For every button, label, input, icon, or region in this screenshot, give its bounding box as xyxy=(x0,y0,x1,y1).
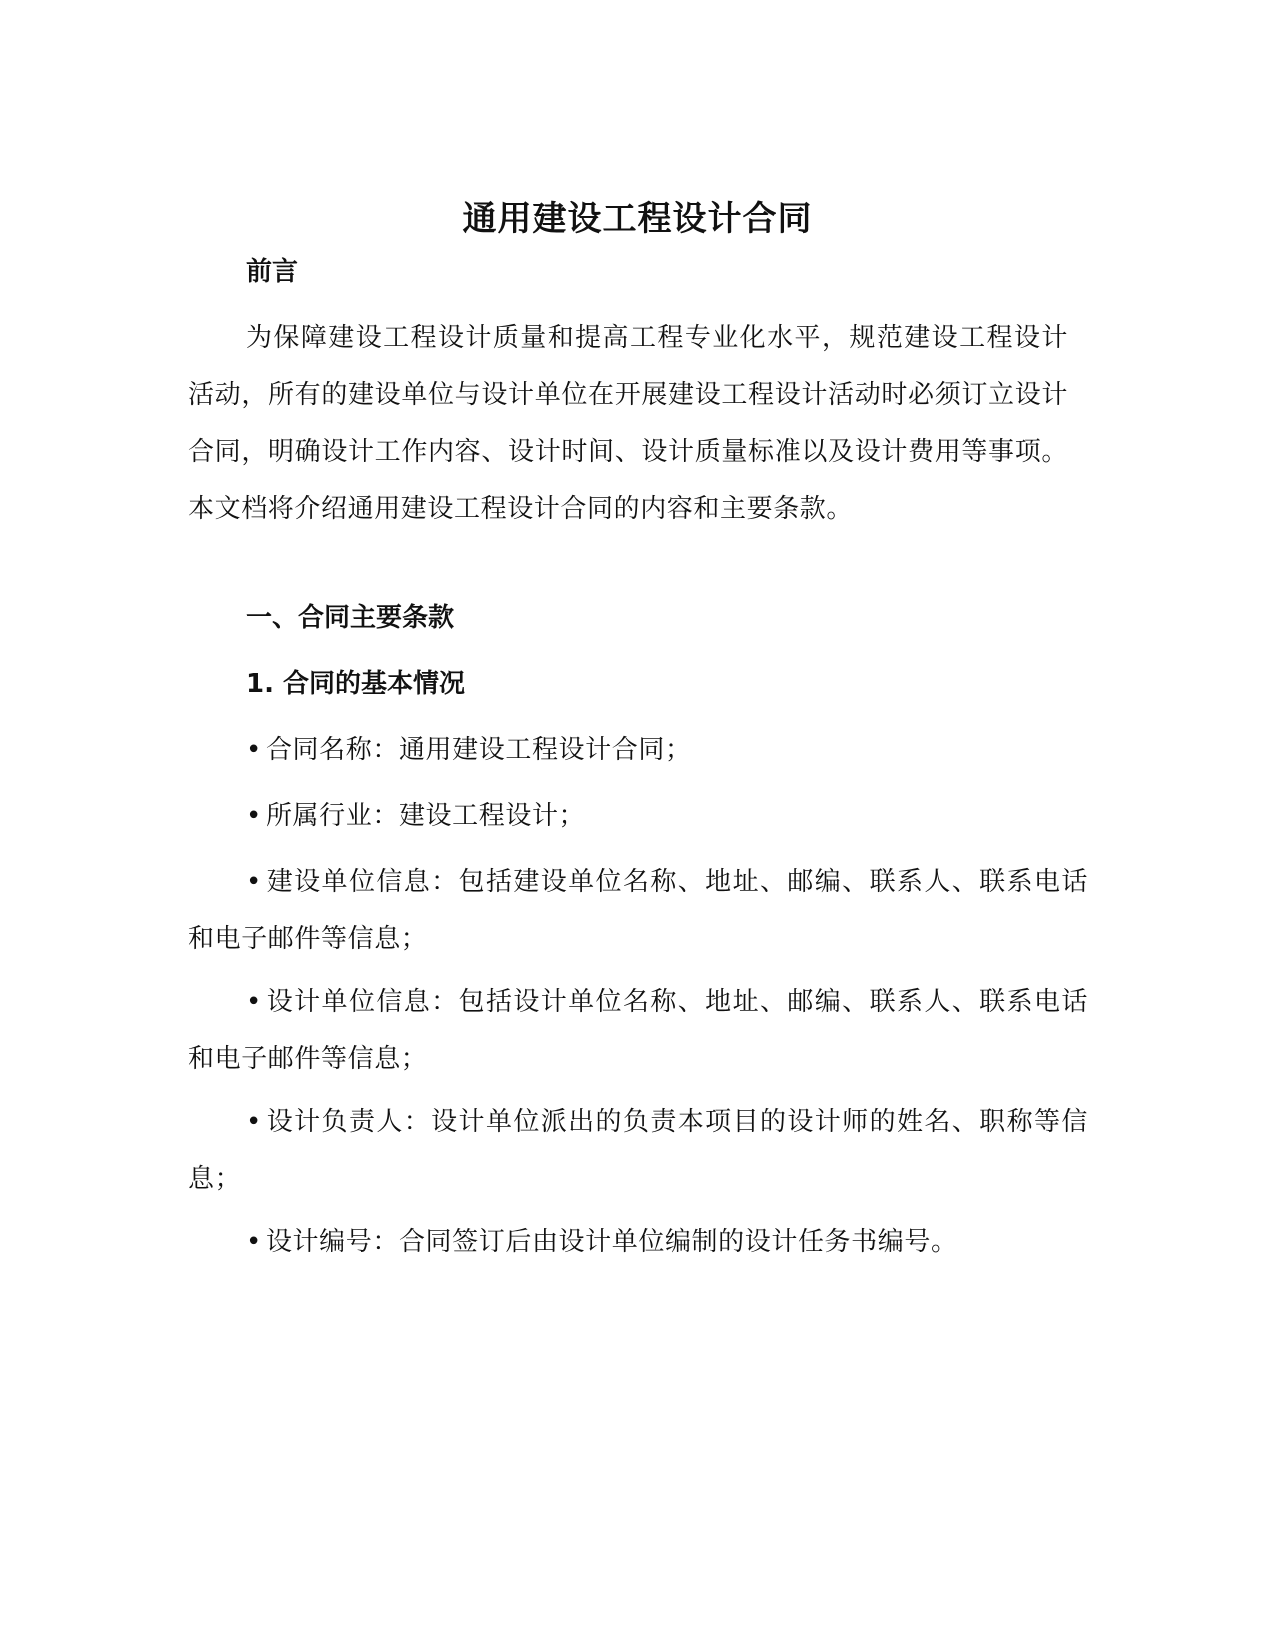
bullet-icon: • xyxy=(246,1107,262,1137)
preface-heading: 前言 xyxy=(246,257,299,287)
list-item xyxy=(188,1214,1088,1271)
list-item-text: 合同名称：通用建设工程设计合同； xyxy=(265,735,692,765)
list-item xyxy=(188,974,1088,1088)
section-heading: 一、合同主要条款 xyxy=(246,603,455,633)
list-item xyxy=(188,788,1088,845)
list-item-text: 设计单位信息：包括设计单位名称、地址、邮编、联系人、联系电话和电子邮件等信息； xyxy=(188,987,1088,1074)
bullet-icon: • xyxy=(246,867,262,897)
preface-paragraph: 为保障建设工程设计质量和提高工程专业化水平，规范建设工程设计活动，所有的建设单位与设计单位在开展建设工程设计活动时必须订立设计合同，明确设计工作内容、设计时间、设计质量标准以及设计费用等事项。本文档将介绍通用建设工程设计合同的内容和主要条款。 xyxy=(188,323,1068,524)
list-item-text: 设计负责人：设计单位派出的负责本项目的设计师的姓名、职称等信息； xyxy=(188,1107,1088,1194)
list-item-text: 建设单位信息：包括建设单位名称、地址、邮编、联系人、联系电话和电子邮件等信息； xyxy=(188,867,1088,954)
bullet-icon: • xyxy=(246,735,262,765)
document-title: 通用建设工程设计合同 xyxy=(462,199,813,239)
list-item xyxy=(188,854,1088,968)
bullet-icon: • xyxy=(246,987,262,1017)
list-item-text: 设计编号：合同签订后由设计单位编制的设计任务书编号。 xyxy=(265,1227,958,1257)
subsection-heading: 1. 合同的基本情况 xyxy=(246,669,466,699)
bullet-icon: • xyxy=(246,801,262,831)
list-item xyxy=(188,1094,1088,1208)
bullet-icon: • xyxy=(246,1227,262,1257)
list-item-text: 所属行业：建设工程设计； xyxy=(265,801,586,831)
list-item xyxy=(188,722,1088,779)
